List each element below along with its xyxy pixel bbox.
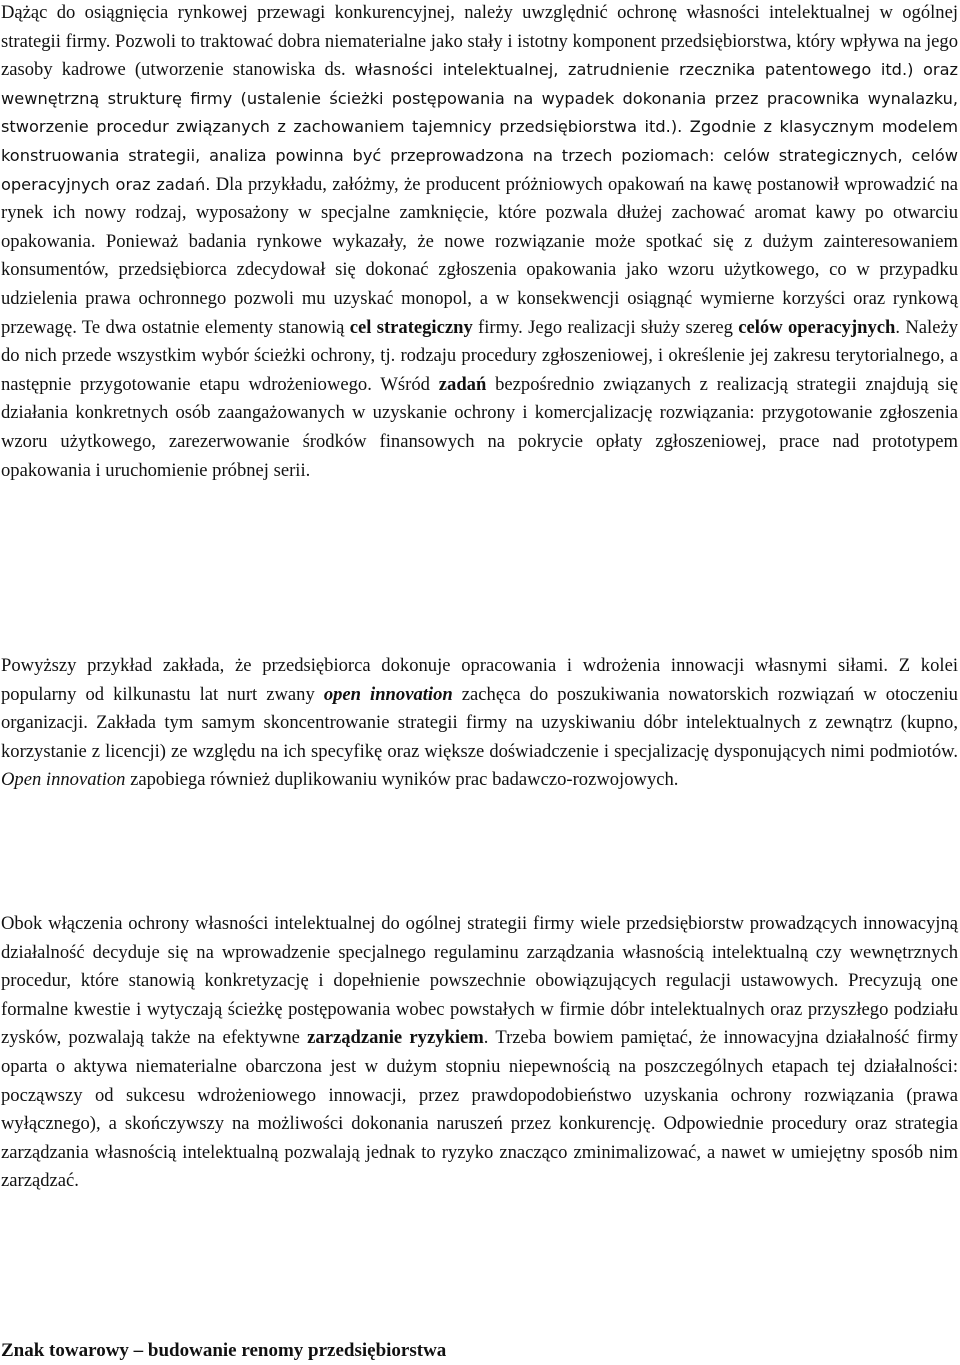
term-strategic-goal: cel strategiczny <box>349 316 473 338</box>
paragraph-2-text-c: zapobiega również duplikowaniu wyników prac badawczo-rozwojowych. <box>125 769 679 791</box>
paragraph-strategy <box>1 0 958 485</box>
paragraph-3-text-a: Obok włączenia ochrony własności intelektualnej do ogólnej strategii firmy wiele przedsiębiorstw prowadzących innowacyjną działalność decyduje się na wprowadzenie specjalnego regulaminu zarządzania własnością intelektualną czy wewnętrznych procedur, które stanowią konkretyzację i dopełnienie powszechnie obowiązujących regulacji ustawowych. Precyzują one formalne kwestie i wytyczają ścieżkę postępowania wobec powstałych w firmie dóbr intelektualnych oraz przyszłego podziału zysków, pozwalają także na efektywne <box>1 913 958 1049</box>
term-open-innovation-italic: Open innovation <box>1 769 126 791</box>
paragraph-3-text-b: . Trzeba bowiem pamiętać, że innowacyjna działalność firmy oparta o aktywa niematerialne obarczona jest w dużym stopniu niepewnością na poszczególnych etapach tej działalności: począwszy od sukcesu wdrożeniowego innowacji, przez prawdopodobieństwo uzyskania ochrony rozwiązania (prawa wyłącznego), a skończywszy na możliwości dokonania naruszeń przez konkurencję. Odpowiednie procedury oraz strategia zarządzania własnością intelektualną pozwalają jednak to ryzyko znacząco zminimalizować, a nawet w umiejętny sposób nim zarządzać. <box>1 1027 959 1192</box>
term-risk-management: zarządzanie ryzykiem <box>307 1027 484 1049</box>
paragraph-1-text-c: firmy. Jego realizacji służy szereg <box>472 316 739 338</box>
paragraph-1-text-e: bezpośrednio związanych z realizacją strategii znajdują się działania konkretnych osób zaangażowanych w uzyskanie ochrony i komercjalizację rozwiązania: przygotowanie zgłoszenia wzoru użytkowego, zarezerwowanie środków finansowych na pokrycie opłaty zgłoszeniowej, prace nad prototypem opakowania i uruchomienie próbnej serii. <box>1 373 958 481</box>
paragraph-2-text-b: zachęca do poszukiwania nowatorskich rozwiązań w otoczeniu organizacji. Zakłada tym samym skoncentrowanie strategii firmy na uzyskiwaniu dóbr intelektualnych z zewnątrz (kupno, korzystanie z licencji) ze względu na ich specyfikę oraz większe doświadczenie i specjalizację dysponujących nimi podmiotów. <box>1 683 958 762</box>
section-heading-trademark: Znak towarowy – budowanie renomy przedsiębiorstwa <box>1 1340 447 1361</box>
term-operational-goals: celów operacyjnych <box>738 316 896 338</box>
term-tasks: zadań <box>438 373 487 395</box>
term-open-innovation: open innovation <box>323 683 453 705</box>
paragraph-1-text-b: Dla przykładu, załóżmy, że producent próżniowych opakowań na kawę postanowił wprowadzić na rynek ich nowy rodzaj, wyposażony w specjalne zamknięcie, które pozwala dłużej zachować aromat kawy po otwarciu opakowania. Ponieważ badania rynkowe wykazały, że nowe rozwiązanie może spotkać się z dużym zainteresowaniem konsumentów, przedsiębiorca zdecydował się dokonać zgłoszenia opakowania jako wzoru użytkowego, co w przypadku udzielenia prawa ochronnego pozwoli mu uzyskać monopol, a w konsekwencji osiągnąć wymierne korzyści oraz rynkową przewagę. Te dwa ostatnie elementy stanowią <box>1 173 958 338</box>
paragraph-1-text-d: . Należy do nich przede wszystkim wybór ścieżki ochrony, tj. rodzaju procedury zgłoszeniowej, i określenie jej zakresu terytorialnego, a następnie przygotowanie etapu wdrożeniowego. Wśród <box>1 316 958 395</box>
paragraph-ip-management <box>1 910 958 1196</box>
paragraph-2-text-a: Powyższy przykład zakłada, że przedsiębiorca dokonuje opracowania i wdrożenia innowacji własnymi siłami. Z kolei popularny od kilkunastu lat nurt zwany <box>1 655 958 705</box>
paragraph-1-text-a: Dążąc do osiągnięcia rynkowej przewagi konkurencyjnej, należy uwzględnić ochronę własności intelektualnej w ogólnej strategii firmy. Pozwoli to traktować dobra niematerialne jako stały i istotny komponent przedsiębiorstwa, który wpływa na jego zasoby kadrowe (utworzenie stanowiska ds. <box>1 2 958 81</box>
paragraph-1-text-sans: własności intelektualnej, zatrudnienie rzecznika patentowego itd.) oraz wewnętrzną strukturę firmy (ustalenie ścieżki postępowania na wypadek dokonania przez pracownika wynalazku, stworzenie procedur związanych z zachowaniem tajemnicy przedsiębiorstwa itd.). Zgodnie z klasycznym modelem konstruowania strategii, analiza powinna być przeprowadzona na trzech poziomach: celów strategicznych, celów operacyjnych oraz zadań. <box>1 60 958 194</box>
paragraph-open-innovation <box>1 652 958 795</box>
